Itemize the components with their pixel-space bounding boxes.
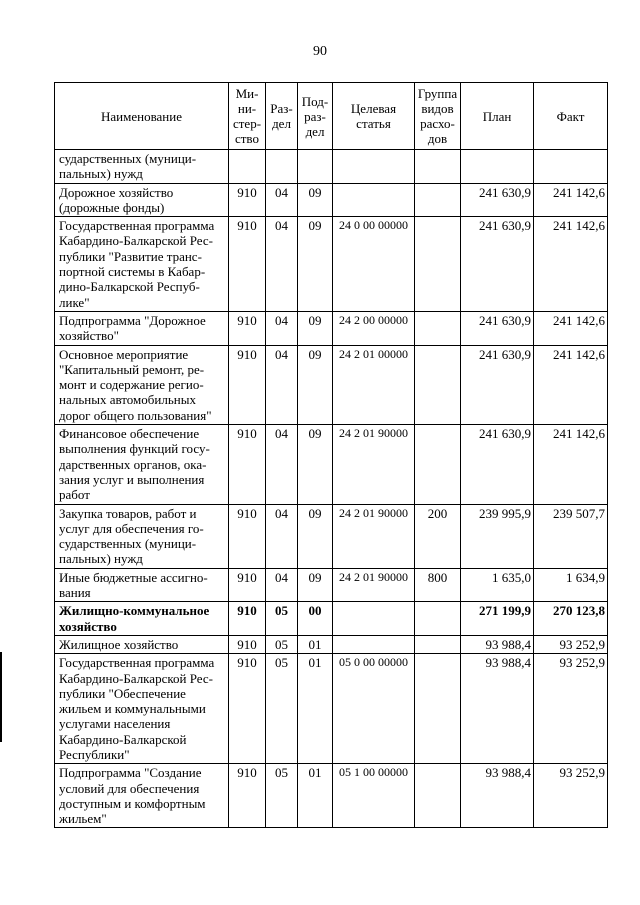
cell-section: 05: [266, 635, 298, 653]
cell-group: [415, 311, 461, 345]
cell-fact: 93 252,9: [534, 764, 608, 828]
header-fact: Факт: [534, 83, 608, 150]
cell-plan: [461, 150, 534, 184]
table-row: [55, 217, 608, 312]
cell-section: 04: [266, 425, 298, 504]
cell-ministry: 910: [229, 345, 266, 424]
cell-target: [333, 635, 415, 653]
cell-plan: 93 988,4: [461, 764, 534, 828]
cell-ministry: 910: [229, 311, 266, 345]
cell-ministry: 910: [229, 217, 266, 312]
cell-target: [333, 183, 415, 217]
header-target: Целевая статья: [333, 83, 415, 150]
cell-target: 05 0 00 00000: [333, 654, 415, 764]
cell-plan: 93 988,4: [461, 635, 534, 653]
cell-target: 24 2 01 00000: [333, 345, 415, 424]
header-plan: План: [461, 83, 534, 150]
table-row: [55, 568, 608, 602]
cell-plan: 241 630,9: [461, 183, 534, 217]
header-name: Наименование: [55, 83, 229, 150]
cell-fact: 1 634,9: [534, 568, 608, 602]
cell-section: 05: [266, 654, 298, 764]
cell-fact: 239 507,7: [534, 504, 608, 568]
cell-target: [333, 602, 415, 636]
cell-fact: 241 142,6: [534, 345, 608, 424]
cell-subsection: 09: [298, 311, 333, 345]
header-row: [55, 83, 608, 150]
cell-name: Основное мероприятие "Капитальный ремонт, ре- монт и содержание регио- нальных автомобильных дорог общего пользования": [55, 345, 229, 424]
cell-section: 04: [266, 311, 298, 345]
cell-name: Дорожное хозяйство (дорожные фонды): [55, 183, 229, 217]
cell-plan: 93 988,4: [461, 654, 534, 764]
table-row: [55, 425, 608, 504]
table-row: [55, 635, 608, 653]
margin-mark: [0, 652, 2, 742]
cell-subsection: 01: [298, 654, 333, 764]
cell-ministry: 910: [229, 635, 266, 653]
cell-ministry: 910: [229, 504, 266, 568]
cell-group: 800: [415, 568, 461, 602]
table-row: [55, 345, 608, 424]
cell-name: Государственная программа Кабардино-Балкарской Рес- публики "Развитие транс- портной системы в Кабар- дино-Балкарской Респуб- лике": [55, 217, 229, 312]
cell-ministry: 910: [229, 654, 266, 764]
table-row: [55, 654, 608, 764]
table-row: [55, 764, 608, 828]
cell-subsection: 00: [298, 602, 333, 636]
budget-table: [54, 82, 608, 828]
cell-target: 24 2 01 90000: [333, 504, 415, 568]
cell-ministry: 910: [229, 183, 266, 217]
cell-group: [415, 217, 461, 312]
cell-target: [333, 150, 415, 184]
cell-target: 05 1 00 00000: [333, 764, 415, 828]
cell-ministry: 910: [229, 425, 266, 504]
cell-name: Подпрограмма "Создание условий для обеспечения доступным и комфортным жильем": [55, 764, 229, 828]
cell-fact: 270 123,8: [534, 602, 608, 636]
cell-section: 04: [266, 217, 298, 312]
cell-name: Закупка товаров, работ и услуг для обеспечения го- сударственных (муници- пальных) нужд: [55, 504, 229, 568]
cell-fact: [534, 150, 608, 184]
cell-name: Жилищно-коммунальное хозяйство: [55, 602, 229, 636]
cell-ministry: 910: [229, 764, 266, 828]
cell-plan: 241 630,9: [461, 217, 534, 312]
cell-plan: 241 630,9: [461, 311, 534, 345]
cell-group: 200: [415, 504, 461, 568]
table-row: [55, 602, 608, 636]
cell-fact: 241 142,6: [534, 183, 608, 217]
table-body: [55, 150, 608, 828]
cell-subsection: 09: [298, 504, 333, 568]
cell-subsection: 09: [298, 183, 333, 217]
cell-name: Жилищное хозяйство: [55, 635, 229, 653]
cell-target: 24 2 01 90000: [333, 425, 415, 504]
cell-fact: 241 142,6: [534, 425, 608, 504]
cell-subsection: [298, 150, 333, 184]
cell-section: 04: [266, 183, 298, 217]
cell-subsection: 09: [298, 345, 333, 424]
cell-fact: 241 142,6: [534, 217, 608, 312]
header-subsection: Под- раз- дел: [298, 83, 333, 150]
cell-group: [415, 764, 461, 828]
table-row: [55, 150, 608, 184]
cell-name: Подпрограмма "Дорожное хозяйство": [55, 311, 229, 345]
cell-target: 24 2 00 00000: [333, 311, 415, 345]
page-number: 90: [313, 44, 327, 59]
cell-group: [415, 425, 461, 504]
cell-section: 04: [266, 504, 298, 568]
cell-fact: 93 252,9: [534, 654, 608, 764]
cell-plan: 239 995,9: [461, 504, 534, 568]
cell-plan: 1 635,0: [461, 568, 534, 602]
cell-target: 24 0 00 00000: [333, 217, 415, 312]
cell-group: [415, 654, 461, 764]
cell-section: 05: [266, 764, 298, 828]
cell-name: сударственных (муници- пальных) нужд: [55, 150, 229, 184]
cell-plan: 241 630,9: [461, 345, 534, 424]
cell-name: Государственная программа Кабардино-Балкарской Рес- публики "Обеспечение жильем и коммунальными услугами населения Кабардино-Балкарской Республики": [55, 654, 229, 764]
cell-fact: 241 142,6: [534, 311, 608, 345]
cell-group: [415, 635, 461, 653]
header-group: Группа видов расхо- дов: [415, 83, 461, 150]
cell-group: [415, 150, 461, 184]
header-ministry: Ми- ни- стер- ство: [229, 83, 266, 150]
cell-name: Иные бюджетные ассигно- вания: [55, 568, 229, 602]
cell-target: 24 2 01 90000: [333, 568, 415, 602]
table-row: [55, 504, 608, 568]
cell-subsection: 09: [298, 568, 333, 602]
cell-plan: 271 199,9: [461, 602, 534, 636]
table-row: [55, 183, 608, 217]
header-section: Раз- дел: [266, 83, 298, 150]
cell-section: [266, 150, 298, 184]
cell-section: 04: [266, 345, 298, 424]
cell-section: 04: [266, 568, 298, 602]
cell-subsection: 09: [298, 425, 333, 504]
cell-ministry: [229, 150, 266, 184]
table-row: [55, 311, 608, 345]
cell-group: [415, 183, 461, 217]
cell-group: [415, 345, 461, 424]
cell-plan: 241 630,9: [461, 425, 534, 504]
cell-fact: 93 252,9: [534, 635, 608, 653]
cell-section: 05: [266, 602, 298, 636]
cell-ministry: 910: [229, 568, 266, 602]
cell-subsection: 09: [298, 217, 333, 312]
cell-subsection: 01: [298, 635, 333, 653]
cell-ministry: 910: [229, 602, 266, 636]
cell-name: Финансовое обеспечение выполнения функций госу- дарственных органов, ока- зания услуг и выполнения работ: [55, 425, 229, 504]
cell-group: [415, 602, 461, 636]
cell-subsection: 01: [298, 764, 333, 828]
